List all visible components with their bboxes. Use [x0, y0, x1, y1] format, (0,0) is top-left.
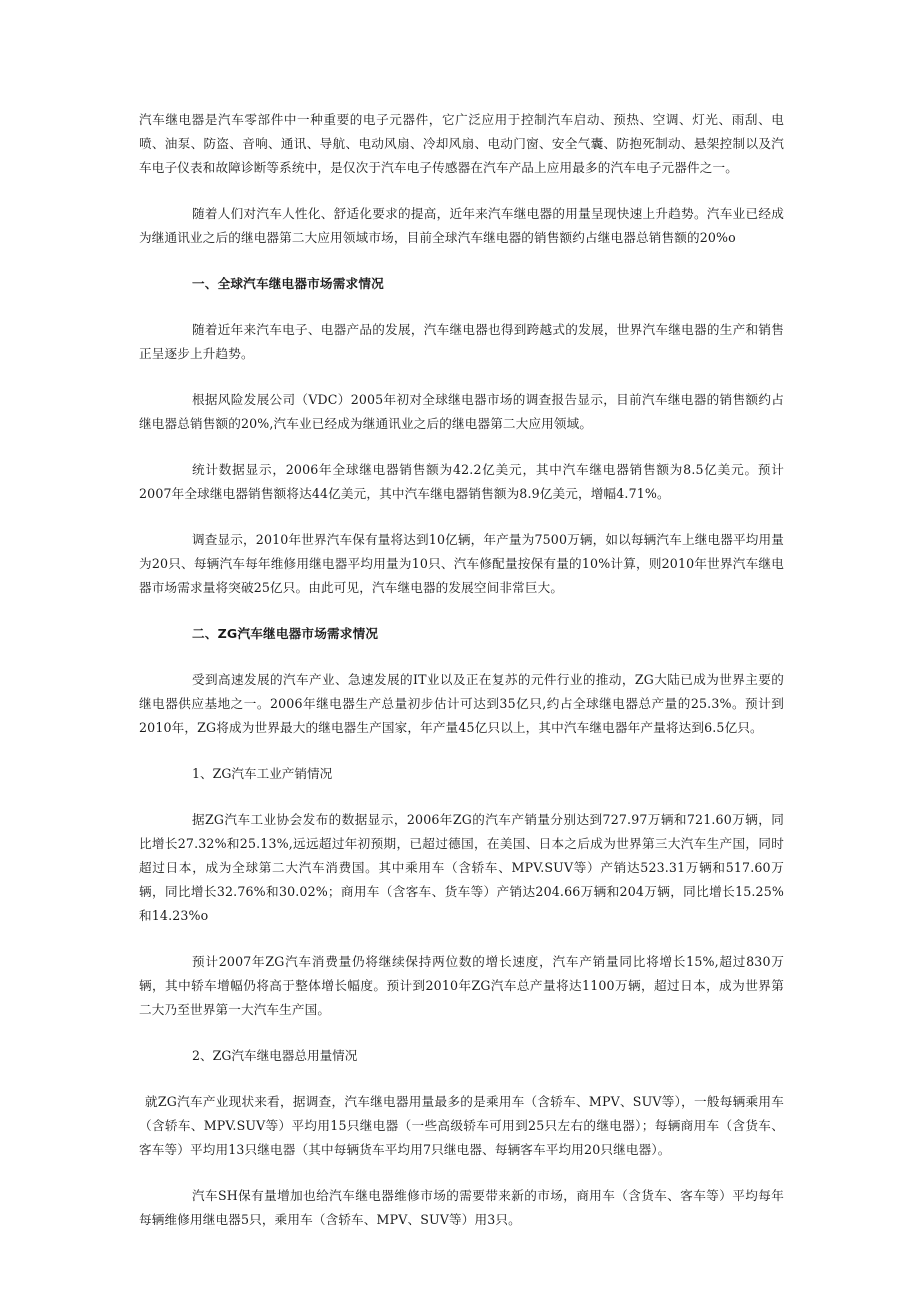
paragraph-industry-data: 据ZG汽车工业协会发布的数据显示，2006年ZG的汽车产销量分别达到727.97万辆和721.60万辆，同比增长27.32%和25.13%,远远超过年初预期，已超过德国，在美国、日本之后成为世界第三大汽车生产国，同时超过日本，成为全球第二大汽车消费国。其中乘用车（含轿车、MPV.SUV等）产销达523.31万辆和517.60万辆，同比增长32.76%和30.02%；商用车（含客车、货车等）产销达204.66万辆和204万辆，同比增长15.25%和14.23%o: [139, 812, 784, 923]
paragraph-vdc-report: 根据风险发展公司（VDC）2005年初对全球继电器市场的调查报告显示，目前汽车继电器的销售额约占继电器总销售额的20%,汽车业已经成为继通讯业之后的继电器第二大应用领域。: [139, 392, 784, 431]
paragraph-global-development: 随着近年来汽车电子、电器产品的发展，汽车继电器也得到跨越式的发展，世界汽车继电器的生产和销售正呈逐步上升趋势。: [139, 322, 784, 361]
paragraph-sales-stats: 统计数据显示，2006年全球继电器销售额为42.2亿美元，其中汽车继电器销售额为8.5亿美元。预计2007年全球继电器销售额将达44亿美元，其中汽车继电器销售额为8.9亿美元，增幅4.71%。: [139, 462, 784, 501]
subsection-heading-usage: 2、ZG汽车继电器总用量情况: [192, 1048, 358, 1063]
subsection-heading-industry: 1、ZG汽车工业产销情况: [192, 766, 333, 781]
paragraph-forecast-2007: 预计2007年ZG汽车消费量仍将继续保持两位数的增长速度，汽车产销量同比将增长15%,超过830万辆，其中轿车增幅仍将高于整体增长幅度。预计到2010年ZG汽车总产量将达1100万辆，超过日本，成为世界第二大乃至世界第一大汽车生产国。: [139, 954, 784, 1017]
section-heading-global: 一、全球汽车继电器市场需求情况: [192, 276, 384, 291]
paragraph-maintenance-market: 汽车SH保有量增加也给汽车继电器维修市场的需要带来新的市场，商用车（含货车、客车等）平均每年每辆维修用继电器5只，乘用车（含轿车、MPV、SUV等）用3只。: [139, 1188, 784, 1227]
paragraph-intro: 汽车继电器是汽车零部件中一种重要的电子元器件，它广泛应用于控制汽车启动、预热、空调、灯光、雨刮、电喷、油泵、防盗、音响、通讯、导航、电动风扇、冷却风扇、电动门窗、安全气囊、防抱死制动、悬架控制以及汽车电子仪表和故障诊断等系统中，是仅次于汽车电子传感器在汽车产品上应用最多的汽车电子元器件之一。: [139, 112, 784, 175]
paragraph-usage-per-vehicle: 就ZG汽车产业现状来看，据调查，汽车继电器用量最多的是乘用车（含轿车、MPV、SUV等），一般每辆乘用车（含轿车、MPV.SUV等）平均用15只继电器（一些高级轿车可用到25只左右的继电器）；每辆商用车（含货车、客车等）平均用13只继电器（其中每辆货车平均用7只继电器、每辆客车平均用20只继电器）。: [139, 1094, 784, 1157]
document-body: [139, 108, 784, 1232]
paragraph-survey-2010: 调查显示，2010年世界汽车保有量将达到10亿辆，年产量为7500万辆，如以每辆汽车上继电器平均用量为20只、每辆汽车每年维修用继电器平均用量为10只、汽车修配量按保有量的10%计算，则2010年世界汽车继电器市场需求量将突破25亿只。由此可见，汽车继电器的发展空间非常巨大。: [139, 532, 784, 595]
paragraph-trend: 随着人们对汽车人性化、舒适化要求的提高，近年来汽车继电器的用量呈现快速上升趋势。汽车业已经成为继通讯业之后的继电器第二大应用领域市场，目前全球汽车继电器的销售额约占继电器总销售额的20%o: [139, 206, 784, 245]
section-heading-zg: 二、ZG汽车继电器市场需求情况: [192, 626, 379, 641]
paragraph-zg-supply-base: 受到高速发展的汽车产业、急速发展的IT业以及正在复苏的元件行业的推动，ZG大陆已成为世界主要的继电器供应基地之一。2006年继电器生产总量初步估计可达到35亿只,约占全球继电器总产量的25.3%。预计到2010年，ZG将成为世界最大的继电器生产国家，年产量45亿只以上，其中汽车继电器年产量将达到6.5亿只。: [139, 672, 784, 735]
